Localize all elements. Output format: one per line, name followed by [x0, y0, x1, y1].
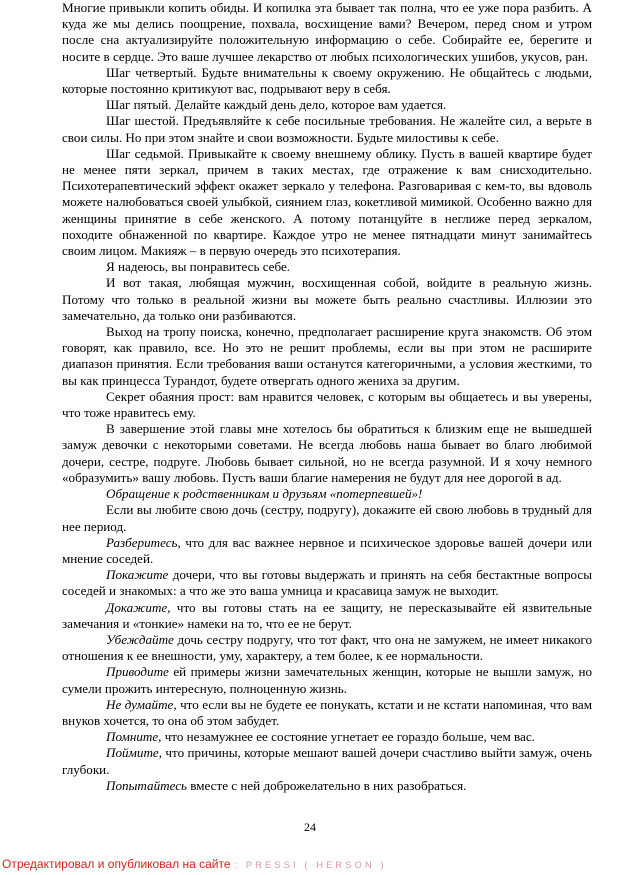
advice-item — [62, 729, 592, 745]
advice-item — [62, 632, 592, 664]
italic-heading: Обращение к родственникам и друзьям «потерпевшей»! — [106, 486, 423, 502]
paragraph-step-four: Шаг четвертый. Будьте внимательны к своему окружению. Не общайтесь с людьми, которые постоянно критикуют вас, подрывают веру в себя. — [62, 64, 592, 97]
advice-rest: дочери, что вы готовы выдержать и принять на себя бестактные вопросы соседей и знакомых: а что же это ваша умница и красавица замуж не выходит. — [62, 567, 592, 599]
advice-rest: дочь сестру подругу, что тот факт, что она не замужем, не имеет никакого отношения к ее внешности, уму, характеру, а тем более, к ее нормальности. — [62, 631, 592, 664]
footer — [2, 857, 387, 871]
paragraph-step-six: Шаг шестой. Предъявляйте к себе посильные требования. Не жалейте сил, а верьте в свои силы. Но при этом знайте и свои возможности. Будьте милостивы к себе. — [62, 113, 592, 145]
paragraph-after-heading: Если вы любите свою дочь (сестру, подругу), докажите ей свою любовь в трудный для нее период. — [62, 502, 592, 534]
paragraph-charm-secret: Секрет обаяния прост: вам нравится человек, с которым вы общаетесь и вы уверены, что тоже нравитесь ему. — [62, 388, 592, 421]
advice-rest: , что незамужнее ее состояние угнетает ее гораздо больше, чем вас. — [158, 729, 535, 745]
advice-rest: , что если вы не будете ее понукать, кстати и не кстати напоминая, что вам внуков хочется, то она об этом забудет. — [62, 696, 592, 728]
advice-item — [62, 535, 592, 567]
advice-rest: вместе с ней доброжелательно в них разобраться. — [187, 777, 467, 793]
advice-item — [62, 778, 592, 794]
paragraph-chapter-end: В завершение этой главы мне хотелось бы обратиться к близким еще не вышедшей замуж девочки с некоторыми советами. Не всегда любовь наша бывает во благо любимой дочери, сестре, подруге. Любовь бывает сильной, но не всегда разумной. И я хочу немного «образумить» вашу любовь. Пусть ваши благие намерения не будут для нее дорогой в ад. — [62, 421, 592, 485]
advice-rest: , что причины, которые мешают вашей дочери счастливо выйти замуж, очень глубоки. — [62, 745, 592, 777]
paragraph-real-life: И вот такая, любящая мужчин, восхищенная собой, войдите в реальную жизнь. Потому что только в реальной жизни вы можете быть реально счастливы. Иллюзии это замечательно, да только они разбиваются. — [62, 275, 592, 323]
advice-lead: Разберитесь — [106, 534, 178, 550]
paragraph-step-seven: Шаг седьмой. Привыкайте к своему внешнему облику. Пусть в вашей квартире будет не менее пяти зеркал, причем в таких местах, где отражение к вам снисходительно. Психотерапевтический эффект окажет зеркало у телефона. Разговаривая с кем-то, вы вдоволь можете налюбоваться своей улыбкой, сиянием глаз, кокетливой мимикой. Особенно важно для женщины принятие в себе женского. А потому потанцуйте в неглиже перед зеркалом, походите обнаженной по квартире. Каждое утро не менее пятнадцати минут занимайтесь своим лицом. Макияж – в первую очередь это психотерапия. — [62, 145, 592, 259]
advice-item — [62, 600, 592, 632]
advice-item — [62, 567, 592, 599]
advice-lead: Помните — [106, 729, 159, 745]
advice-item — [62, 664, 592, 696]
advice-item — [62, 697, 592, 729]
page-number: 24 — [304, 820, 316, 834]
paragraph-search: Выход на тропу поиска, конечно, предполагает расширение круга знакомств. Об этом говорят, как правило, все. Но это не решит проблемы, если вы при этом не расширите диапазон принятия. Если требования ваши останутся категоричными, а условия жесткими, то вы как принцесса Турандот, будете отвергать одного жениха за другим. — [62, 324, 592, 388]
paragraph-hope: Я надеюсь, вы понравитесь себе. — [106, 259, 291, 275]
advice-rest: , что для вас важнее нервное и психическое здоровье вашей дочери или мнение соседей. — [62, 534, 592, 566]
paragraph-step-five: Шаг пятый. Делайте каждый день дело, которое вам удается. — [106, 97, 447, 113]
advice-rest: ей примеры жизни замечательных женщин, которые не вышли замуж, но сумели прожить интересную, полноценную жизнь. — [62, 664, 592, 696]
site-logo: : PRESSI ( HERSON ) — [234, 860, 387, 871]
advice-rest: , что вы готовы стать на ее защиту, не пересказывайте ей язвительные замечания и «тонкие» намеки на то, что ее не берут. — [62, 599, 592, 631]
advice-lead: Покажите — [106, 567, 169, 583]
advice-lead: Не думайте — [106, 696, 174, 712]
advice-item — [62, 745, 592, 777]
advice-lead: Убеждайте — [106, 631, 174, 647]
advice-lead: Поймите — [106, 745, 159, 761]
footer-credit-text: Отредактировал и опубликовал на сайте — [2, 857, 231, 871]
paragraph-resentment: Многие привыкли копить обиды. И копилка эта бывает так полна, что ее уже пора разбить. А куда же мы делись поощрение, похвала, восхищение вами? Вечером, перед сном и утром после сна актуализируйте положительную информацию о себе. Собирайте ее, берегите и носите в сердце. Это ваше лучшее лекарство от любых психологических ушибов, укусов, ран. — [62, 0, 592, 64]
page-body — [62, 0, 592, 794]
advice-lead: Попытайтесь — [106, 777, 187, 793]
advice-lead: Докажите — [106, 599, 168, 615]
advice-lead: Приводите — [106, 664, 169, 680]
